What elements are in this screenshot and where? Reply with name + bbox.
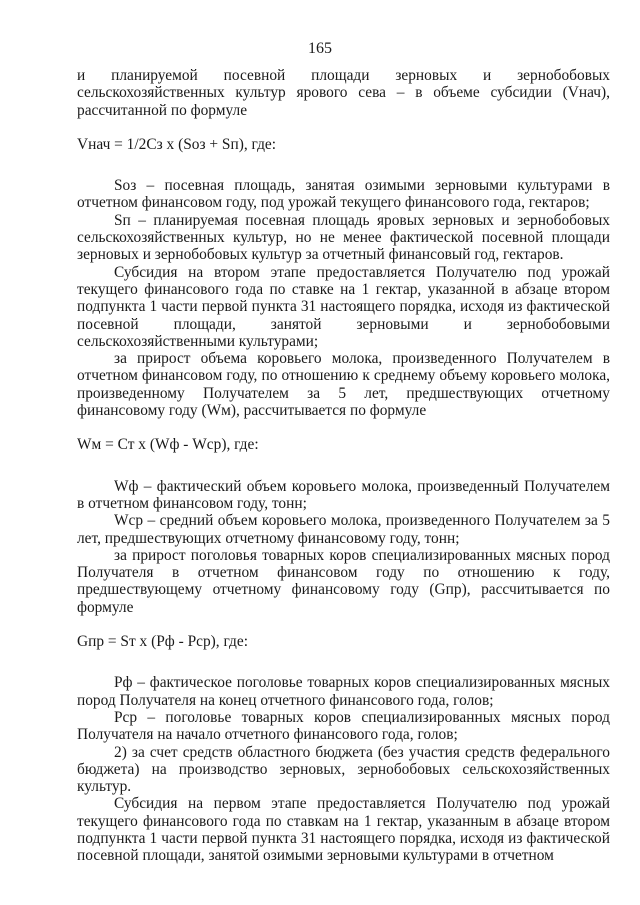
definition-r-f: Рф – фактическое поголовье товарных коров специализированных мясных пород Получателя на конец отчетного финансового года, голов; (77, 674, 610, 709)
paragraph-milk-growth: за прирост объема коровьего молока, произведенного Получателем в отчетном финансовом году, по отношению к среднему объему коровьего молока, произведенному Получателем за 5 лет, предшествующих отчетному финансовому году (Wм), рассчитывается по формуле (77, 350, 610, 420)
paragraph-regional-budget: 2) за счет средств областного бюджета (без участия средств федерального бюджета) на производство зерновых, зернобобовых сельскохозяйственных культур. (77, 743, 610, 796)
paragraph-continuation: и планируемой посевной площади зерновых и зернобобовых сельскохозяйственных культур ярового сева – в объеме субсидии (Vнач), рассчитанной по формуле (77, 67, 610, 119)
paragraph-first-stage: Субсидия на первом этапе предоставляется Получателю под урожай текущего финансового года по ставкам на 1 гектар, указанным в абзаце втором подпункта 1 части первой пункта 31 настоящего порядка, исходя из фактической посевной площади, занятой озимыми зерновыми культурами в отчетном (77, 795, 610, 865)
definition-s-oz: Sоз – посевная площадь, занятая озимыми зерновыми культурами в отчетном финансовом году, под урожай текущего финансового года, гектаров; (77, 177, 610, 212)
definition-w-f: Wф – фактический объем коровьего молока, произведенный Получателем в отчетном финансовом году, тонн; (77, 477, 610, 512)
formula-w-m: Wм = Ст х (Wф - Wср), где: (77, 436, 259, 454)
definition-s-p: Sп – планируемая посевная площадь яровых зерновых и зернобобовых сельскохозяйственных культур, но не менее фактической посевной площади зерновых и зернобобовых культур за отчетный финансовый год, гектаров. (77, 211, 610, 264)
page-number: 165 (308, 40, 332, 57)
formula-g-pr: Gпр = Sт х (Рф - Рср), где: (77, 633, 248, 651)
page-body (77, 67, 610, 865)
paragraph-cattle-growth: за прирост поголовья товарных коров специализированных мясных пород Получателя в отчетном финансовом году по отношению к году, предшествующему отчетному финансовому году (Gпр), рассчитывается по формуле (77, 546, 610, 616)
definition-r-sr: Рср – поголовье товарных коров специализированных мясных пород Получателя на начало отчетного финансового года, голов; (77, 708, 610, 744)
formula-v-nach: Vнач = 1/2Сз х (Sоз + Sп), где: (77, 135, 277, 153)
paragraph-second-stage: Субсидия на втором этапе предоставляется Получателю под урожай текущего финансового года по ставке на 1 гектар, указанной в абзаце втором подпункта 1 части первой пункта 31 настоящего порядка, исходя из фактической посевной площади, занятой зерновыми и зернобобовыми сельскохозяйственными культурами; (77, 263, 610, 350)
definition-w-sr: Wср – средний объем коровьего молока, произведенного Получателем за 5 лет, предшествующих отчетному финансовому году, тонн; (77, 512, 610, 547)
